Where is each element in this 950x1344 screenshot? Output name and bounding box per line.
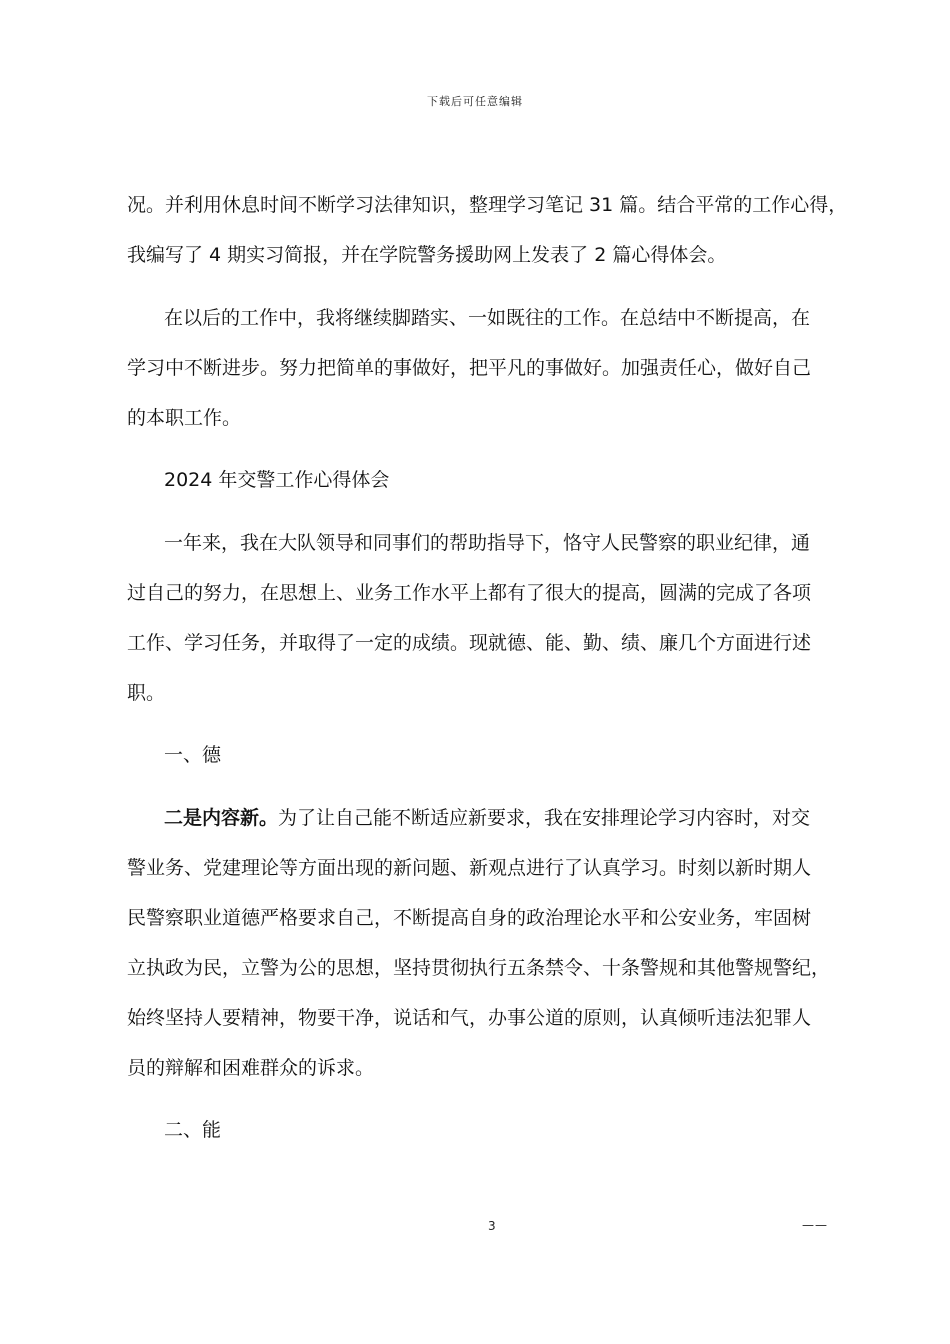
paragraph-line: 一年来，我在大队领导和同事们的帮助指导下，恪守人民警察的职业纪律，通	[164, 532, 811, 554]
paragraph-line: 学习中不断进步。努力把简单的事做好，把平凡的事做好。加强责任心，做好自己	[127, 357, 812, 379]
paragraph-line: 员的辩解和困难群众的诉求。	[127, 1057, 375, 1079]
heading-de: 一、德	[164, 744, 222, 766]
paragraph-line: 过自己的努力，在思想上、业务工作水平上都有了很大的提高，圆满的完成了各项	[127, 582, 812, 604]
paragraph-line	[164, 806, 874, 830]
bold-lead: 二是内容新。	[164, 807, 279, 829]
paragraph-line: 警业务、党建理论等方面出现的新问题、新观点进行了认真学习。时刻以新时期人	[127, 857, 812, 879]
footer-dash: ——	[802, 1218, 828, 1232]
paragraph-line: 始终坚持人要精神，物要干净，说话和气，办事公道的原则，认真倾听违法犯罪人	[127, 1007, 812, 1029]
paragraph-text: 为了让自己能不断适应新要求，我在安排理论学习内容时，对交	[278, 807, 811, 829]
paragraph-line: 况。并利用休息时间不断学习法律知识，整理学习笔记 31 篇。结合平常的工作心得，	[127, 194, 848, 216]
paragraph-line: 职。	[127, 682, 166, 704]
paragraph-line: 立执政为民，立警为公的思想，坚持贯彻执行五条禁令、十条警规和其他警规警纪，	[127, 957, 831, 979]
page-number: 3	[488, 1219, 496, 1233]
heading-neng: 二、能	[164, 1119, 222, 1141]
paragraph-line: 在以后的工作中，我将继续脚踏实、一如既往的工作。在总结中不断提高，在	[164, 307, 811, 329]
paragraph-line: 我编写了 4 期实习简报，并在学院警务援助网上发表了 2 篇心得体会。	[127, 244, 727, 266]
section-title: 2024 年交警工作心得体会	[164, 469, 390, 491]
paragraph-line: 的本职工作。	[127, 407, 242, 429]
page-header: 下载后可任意编辑	[427, 95, 523, 108]
paragraph-line: 工作、学习任务，并取得了一定的成绩。现就德、能、勤、绩、廉几个方面进行述	[127, 632, 812, 654]
paragraph-line: 民警察职业道德严格要求自己，不断提高自身的政治理论水平和公安业务，牢固树	[127, 907, 812, 929]
